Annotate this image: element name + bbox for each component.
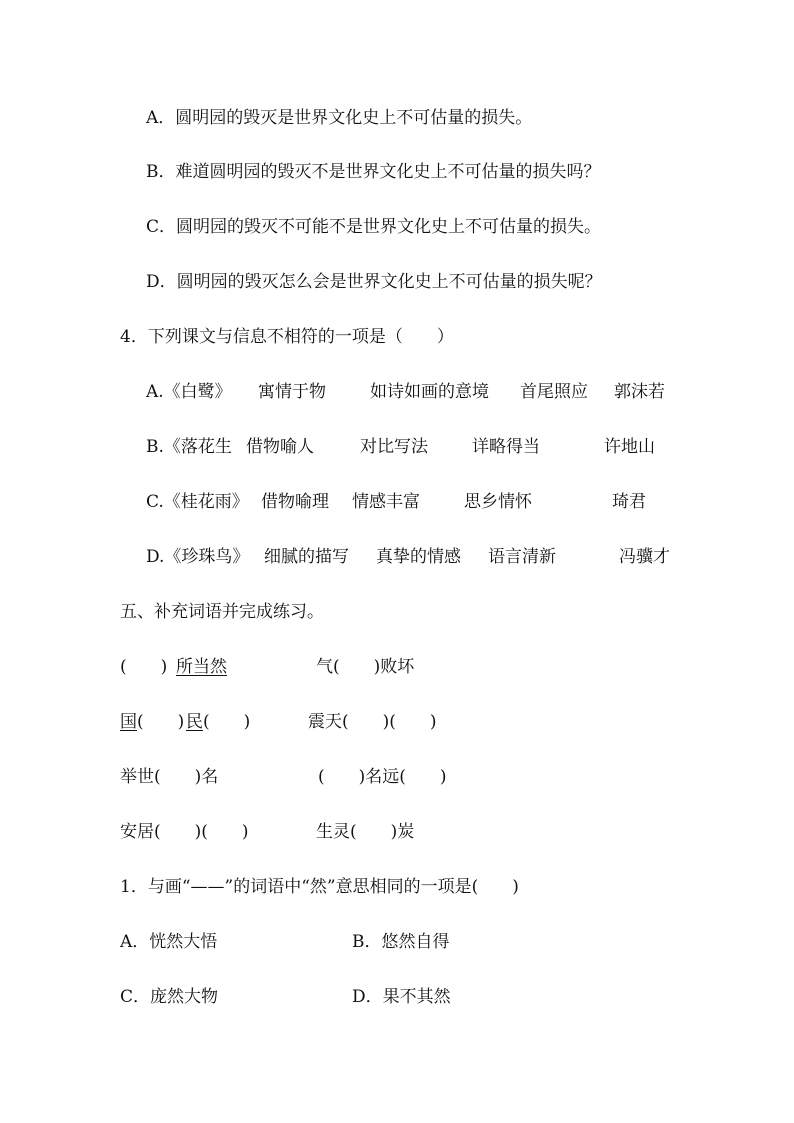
q4-option-col: 真挚的情感 [376,547,461,567]
idiom-underlined-text: 民 [186,712,203,732]
idiom-right: 震天( )( ) [308,712,437,732]
idiom-blank: ( ) [120,657,168,677]
q3-option-c: C．圆明园的毁灭不可能不是世界文化史上不可估量的损失。 [146,217,602,237]
q1-option-c: C．庞然大物 [120,987,219,1007]
q1-stem: 1．与画“——”的词语中“然”意思相同的一项是( ) [120,877,519,897]
q4-option-col: 借物喻人 [246,437,314,457]
q4-option-col: 详略得当 [472,437,540,457]
q3-option-a: A．圆明园的毁灭是世界文化史上不可估量的损失。 [146,108,533,128]
q3-option-b: B．难道圆明园的毁灭不是世界文化史上不可估量的损失吗？ [146,162,601,182]
idiom-right: ( )名远( ) [318,767,447,787]
q4-option-col: 情感丰富 [352,492,420,512]
q4-option-label: C.《桂花雨》 [146,492,249,512]
q4-option-col: 郭沫若 [614,382,665,402]
q4-option-col: 首尾照应 [520,382,588,402]
q1-option-b: B．悠然自得 [352,932,450,952]
q4-option-col: 借物喻理 [261,492,329,512]
q4-option-col: 许地山 [604,437,655,457]
idiom-blank: ( ) [203,712,251,732]
q1-option-a: A．恍然大悟 [120,932,218,952]
idiom-underlined-text: 国 [120,712,137,732]
idiom-blank: ( ) [137,712,185,732]
section-heading: 五、补充词语并完成练习。 [120,602,324,622]
q4-option-label: B.《落花生 [146,437,232,457]
idiom-right: 生灵( )炭 [316,822,415,842]
idiom-left: 举世( )名 [120,767,219,787]
q4-option-label: D.《珍珠鸟》 [146,547,250,567]
q4-option-col: 琦君 [612,492,646,512]
q4-option-col: 寓情于物 [258,382,326,402]
q4-option-col: 思乡情怀 [464,492,532,512]
idiom-left: 安居( )( ) [120,822,249,842]
q4-option-col: 如诗如画的意境 [370,382,489,402]
idiom-underlined-text: 所当然 [176,657,227,677]
q4-option-col: 语言清新 [488,547,556,567]
q4-stem: 4．下列课文与信息不相符的一项是（ ） [120,327,454,347]
q1-option-d: D．果不其然 [352,987,451,1007]
idiom-right: 气( )败坏 [316,657,415,677]
q4-option-label: A.《白鹭》 [146,382,232,402]
q4-option-col: 细腻的描写 [264,547,349,567]
q3-option-d: D．圆明园的毁灭怎么会是世界文化史上不可估量的损失呢？ [146,272,602,292]
q4-option-col: 冯骥才 [619,547,670,567]
q4-option-col: 对比写法 [360,437,428,457]
